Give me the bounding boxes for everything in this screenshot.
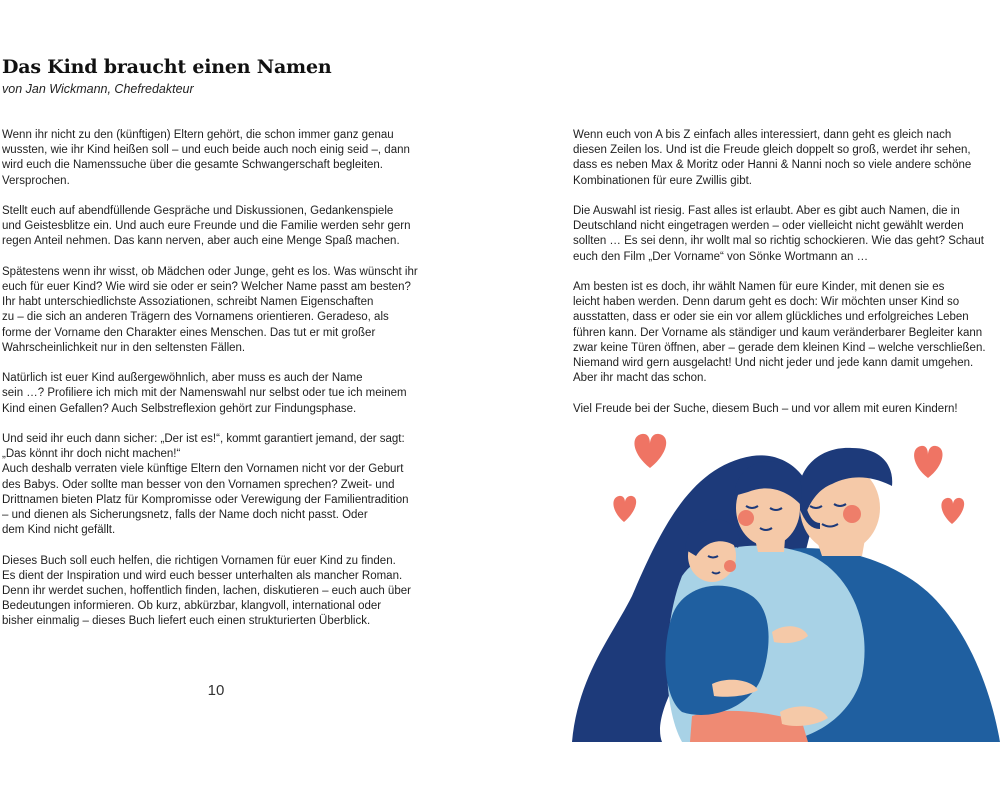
family-hug-illustration [572,426,1000,742]
left-text-column [2,128,440,645]
paragraph: Viel Freude bei der Suche, diesem Buch – und vor allem mit euren Kindern! [573,402,958,415]
article-title: Das Kind braucht einen Namen [2,56,332,78]
author-byline: von Jan Wickmann, Chefredakteur [2,82,194,96]
paragraph: Spätestens wenn ihr wisst, ob Mädchen oder Junge, geht es los. Was wünscht ihr euch für euer Kind? Wie wird sie oder er sein? Welcher Name passt am besten? Ihr habt unterschiedlichste Assoziationen, schreibt Namen Eigenschaften zu – die sich an anderen Trägern des Vornamens orientieren. Geradeso, als forme der Vorname den Charakter eines Menschen. Das tut er mit großer Wahrscheinlichkeit nur in den seltensten Fällen. [2,265,418,354]
heart-icon [634,434,666,468]
paragraph: Die Auswahl ist riesig. Fast alles ist erlaubt. Aber es gibt auch Namen, die in Deutschland nicht eingetragen werden – oder vielleicht nicht gewählt werden sollten … Es sei denn, ihr wollt mal so richtig schockieren. Wie das geht? Schaut euch den Film „Der Vorname“ von Sönke Wortmann an … [573,205,984,263]
heart-icon [613,496,636,522]
heart-icon [941,498,964,524]
page-number: 10 [207,682,225,699]
paragraph: Am besten ist es doch, ihr wählt Namen für eure Kinder, mit denen sie es leicht haben werden. Denn darum geht es doch: Wir möchten unser Kind so ausstatten, dass er oder sie ein vor allem glückliches und erfolgreiches Leben führen kann. Der Vorname als ständiger und kaum veränderbarer Begleiter kann zwar keine Türen öffnen, aber – gerade dem kleinen Kind – welche verschließen. Niemand wird gern ausgelacht! Und nicht jeder und jede kann damit umgehen. Aber ihr macht das schon. [573,281,986,385]
paragraph: Und seid ihr euch dann sicher: „Der ist es!“, kommt garantiert jemand, der sagt: „Das könnt ihr doch nicht machen!“ Auch deshalb verraten viele künftige Eltern den Vornamen nicht vor der Geburt des Babys. Oder sollte man besser von den Vornamen sprechen? Zweit- und Drittnamen bieten Platz für Kompromisse oder Verewigung der Familientradition – und dienen als Sicherungsnetz, falls der Name doch nicht passt. Oder dem Kind nicht gefällt. [2,433,409,537]
paragraph: Wenn ihr nicht zu den (künftigen) Eltern gehört, die schon immer ganz genau wussten, wie ihr Kind heißen soll – und euch beide auch noch einig seid –, dann wird euch die Namenssuche über die gesamte Schwangerschaft begleiten. Versprochen. [2,129,410,187]
right-text-column [573,128,1000,432]
heart-icon [914,446,942,478]
paragraph: Dieses Buch soll euch helfen, die richtigen Vornamen für euer Kind zu finden. Es dient der Inspiration und wird euch besser unterhalten als mancher Roman. Denn ihr werdet suchen, hoffentlich finden, lachen, diskutieren – euch auch über Bedeutungen informieren. Ob kurz, abkürzbar, klangvoll, international oder bisher einmalig – dieses Buch liefert euch einen strukturierten Überblick. [2,554,411,628]
paragraph: Stellt euch auf abendfüllende Gespräche und Diskussionen, Gedankenspiele und Geistesblitze ein. Und auch eure Freunde und die Familie werden sehr gern regen Anteil nehmen. Das kann nerven, aber auch eine Menge Spaß machen. [2,205,411,248]
paragraph: Wenn euch von A bis Z einfach alles interessiert, dann geht es gleich nach diesen Zeilen los. Und ist die Freude gleich doppelt so groß, werdet ihr sehen, dass es neben Max & Moritz oder Hanni & Nanni noch so viele andere schöne Kombinationen für eure Zwillis gibt. [573,129,972,187]
paragraph: Natürlich ist euer Kind außergewöhnlich, aber muss es auch der Name sein …? Profiliere ich mich mit der Namenswahl nur selbst oder tue ich meinem Kind einen Gefallen? Auch Selbstreflexion gehört zur Findungsphase. [2,372,407,415]
